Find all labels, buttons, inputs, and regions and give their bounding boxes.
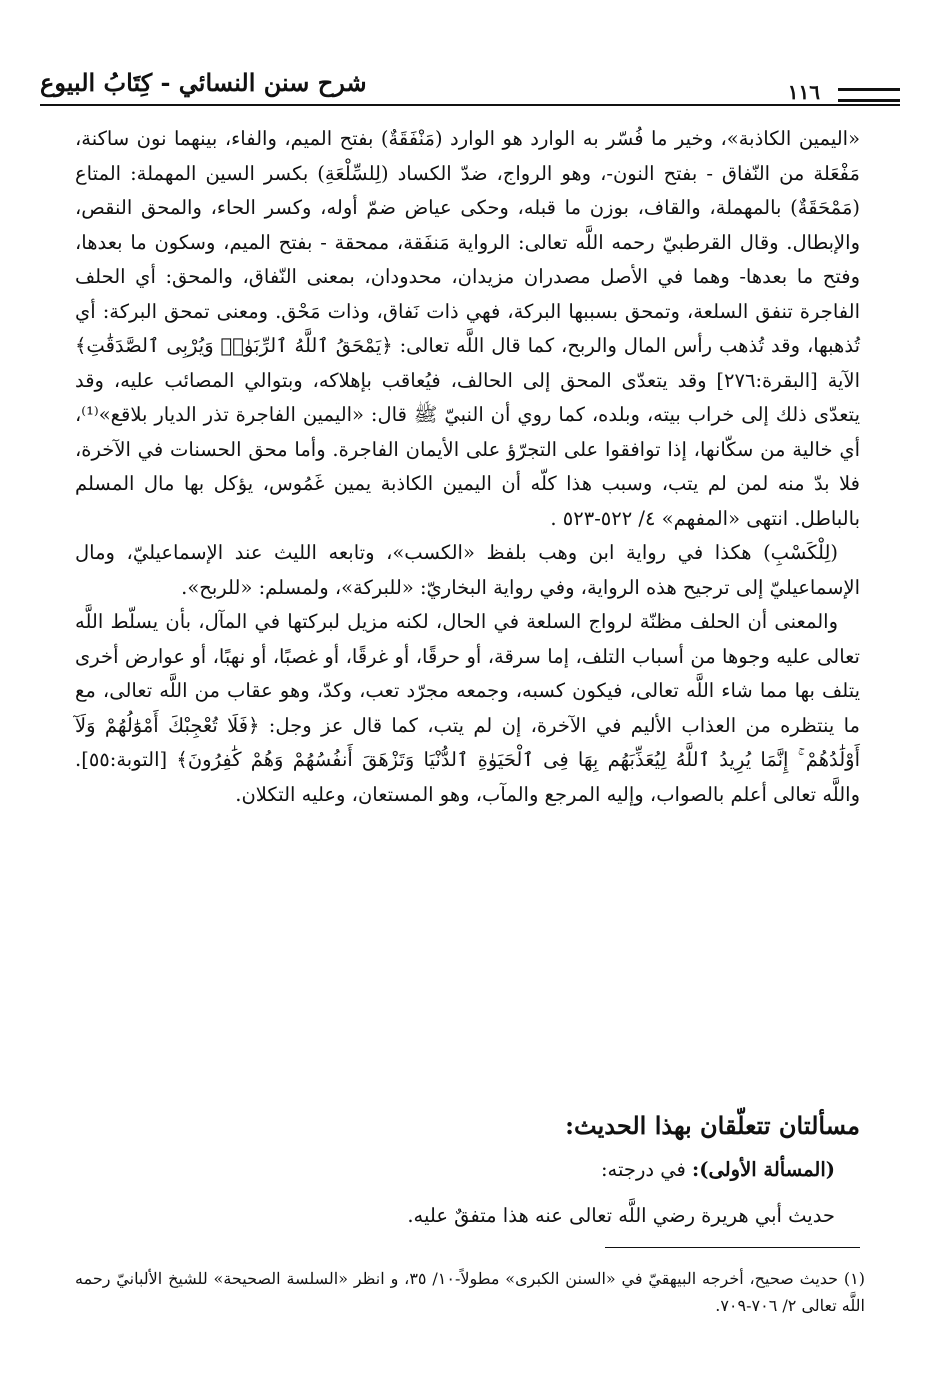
first-issue-text: في درجته: — [600, 1158, 693, 1181]
header-rule — [40, 104, 900, 106]
section-heading: مسألتان تتعلّقان بهذا الحديث: — [565, 1111, 860, 1140]
footnote: (١) حديث صحيح، أخرجه البيهقيّ في «السنن الكبرى» مطولاً-١٠/ ٣٥، و انظر «السلسة الصحيحة» للشيخ الألبانيّ رحمه اللَّه تعالى ٢/ ٧٠٦-٧٠٩. — [75, 1269, 865, 1315]
main-text — [75, 122, 860, 812]
first-issue-label: (المسألة الأولى): — [692, 1158, 835, 1181]
paragraph-commentary: «اليمين الكاذبة»، وخير ما فُسّر به الوارد هو الوارد (مَنْفَقَةٌ) بفتح الميم، والفاء، بينهما نون ساكنة، مَفْعَلة من النّفاق - بفتح النون-، وهو الرواج، ضدّ الكساد (لِلسِّلْعَةِ) بكسر السين المهملة: المتاع (مَمْحَقَةٌ) بالمهملة، والقاف، بوزن ما قبله، وحكى عياض ضمّ أوله، وكسر الحاء، والمحق النقص، والإبطال. وقال القرطبيّ رحمه اللَّه تعالى: الرواية مَنفَقة، ممحقة - بفتح الميم، وسكون ما بعدها، وفتح ما بعدها- وهما في الأصل مصدران مزيدان، محدودان، بمعنى النّفاق، والمحق: أي الحلف الفاجرة تنفق السلعة، وتمحق بسببها البركة، فهي ذات نَفاق، وذات مَحْق. ومعنى تمحق البركة: أي تُذهبها، وقد تُذهب رأس المال والربح، كما قال اللَّه تعالى: ﴿يَمْحَقُ ٱللَّهُ ٱلرِّبَوٰا۟ وَيُرْبِى ٱلصَّدَقَٰتِ﴾ الآية [البقرة:٢٧٦] وقد يتعدّى المحق إلى الحالف، فيُعاقب بإهلاكه، وبتوالي المصائب عليه، وقد يتعدّى ذلك إلى خراب بيته، وبلده، كما روي أن النبيّ ﷺ قال: «اليمين الفاجرة تذر الديار بلاقع»⁽¹⁾، أي خالية من سكّانها، إذا توافقوا على التجرّؤ على الأيمان الفاجرة. وأما محق الحسنات في الآخرة، فلا بدّ منه لمن لم يتب، وسبب هذا كلّه أن اليمين الكاذبة يمين غَمُوس، يؤكل بها مال المسلم بالباطل. انتهى «المفهم» ٤/ ٥٢٢-٥٢٣ . — [75, 127, 860, 530]
page-number: ١١٦ — [787, 80, 820, 104]
paragraph-lilkasb: (لِلْكَسْبِ) هكذا في رواية ابن وهب بلفظ «الكسب»، وتابعه الليث عند الإسماعيليّ، ومال الإسماعيليّ إلى ترجيح هذه الرواية، وفي رواية البخاريّ: «للبركة»، ولمسلم: «للربح». — [75, 541, 860, 599]
footnote-divider — [605, 1247, 860, 1248]
page-header — [40, 60, 900, 110]
paragraph-meaning: والمعنى أن الحلف مظنّة لرواج السلعة في الحال، لكنه مزيل لبركتها في المآل، بأن يسلّط اللَّه تعالى عليه وجوها من أسباب التلف، إما سرقة، أو حرقًا، أو غرقًا، أو غصبًا، أو نهبًا، أو عوارض أخرى يتلف بها مما شاء اللَّه تعالى، فيكون كسبه، وجمعه مجرّد تعب، وكدّ، وهو عقاب من اللَّه تعالى، مع ما ينتظره من العذاب الأليم في الآخرة، إن لم يتب، كما قال عز وجل: ﴿فَلَا تُعْجِبْكَ أَمْوَٰلُهُمْ وَلَآ أَوْلَٰدُهُمْ ۚ إِنَّمَا يُرِيدُ ٱللَّهُ لِيُعَذِّبَهُم بِهَا فِى ٱلْحَيَوٰةِ ٱلدُّنْيَا وَتَزْهَقَ أَنفُسُهُمْ وَهُمْ كَٰفِرُونَ﴾ [التوبة:٥٥]. واللَّه تعالى أعلم بالصواب، وإليه المرجع والمآب، وهو المستعان، وعليه التكلان. — [75, 610, 860, 806]
first-issue — [75, 1153, 835, 1187]
hadith-grade: حديث أبي هريرة رضي اللَّه تعالى عنه هذا متفقٌ عليه. — [407, 1204, 835, 1227]
header-double-rule — [838, 88, 900, 102]
running-title: شرح سنن النسائي - كِتَابُ البيوع — [40, 68, 367, 97]
